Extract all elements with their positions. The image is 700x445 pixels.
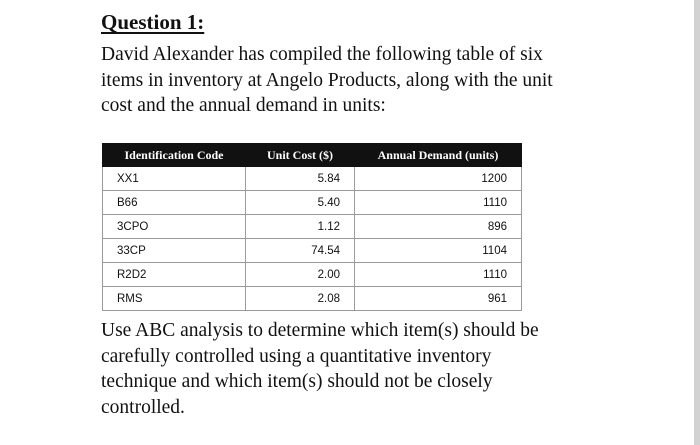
question-heading: Question 1:: [101, 10, 205, 34]
cell-code: 3CPO: [103, 215, 246, 239]
header-identification-code: Identification Code: [103, 144, 246, 167]
cell-unit-cost: 1.12: [246, 215, 355, 239]
table-header-row: [103, 144, 522, 167]
instruction-line: Use ABC analysis to determine which item(s) should be: [101, 320, 539, 341]
cell-code: XX1: [103, 167, 246, 191]
cell-annual-demand: 1110: [355, 263, 522, 287]
cell-annual-demand: 896: [355, 215, 522, 239]
cell-annual-demand: 1200: [355, 167, 522, 191]
intro-line: David Alexander has compiled the following table of six: [101, 44, 543, 65]
question-intro: [101, 42, 601, 119]
inventory-table: [102, 143, 522, 311]
cell-unit-cost: 5.84: [246, 167, 355, 191]
cell-code: R2D2: [103, 263, 246, 287]
instruction-line: technique and which item(s) should not be closely: [101, 371, 493, 392]
instruction-line: carefully controlled using a quantitative inventory: [101, 345, 492, 367]
cell-annual-demand: 1110: [355, 191, 522, 215]
cell-code: B66: [103, 191, 246, 215]
cell-annual-demand: 1104: [355, 239, 522, 263]
instruction-line: controlled.: [101, 396, 185, 418]
table-row: [103, 239, 522, 263]
intro-line: cost and the annual demand in units:: [101, 95, 386, 116]
table-row: [103, 191, 522, 215]
header-unit-cost: Unit Cost ($): [246, 144, 355, 167]
table-row: [103, 263, 522, 287]
table-row: [103, 167, 522, 191]
table-row: [103, 215, 522, 239]
cell-unit-cost: 2.08: [246, 287, 355, 311]
cell-code: RMS: [103, 287, 246, 311]
question-instructions: [101, 318, 621, 420]
cell-unit-cost: 2.00: [246, 263, 355, 287]
cell-annual-demand: 961: [355, 287, 522, 311]
cell-unit-cost: 74.54: [246, 239, 355, 263]
page-edge-scrollbar: [694, 0, 700, 445]
intro-line: items in inventory at Angelo Products, along with the unit: [101, 69, 553, 91]
cell-unit-cost: 5.40: [246, 191, 355, 215]
table-row: [103, 287, 522, 311]
header-annual-demand: Annual Demand (units): [355, 144, 522, 167]
cell-code: 33CP: [103, 239, 246, 263]
